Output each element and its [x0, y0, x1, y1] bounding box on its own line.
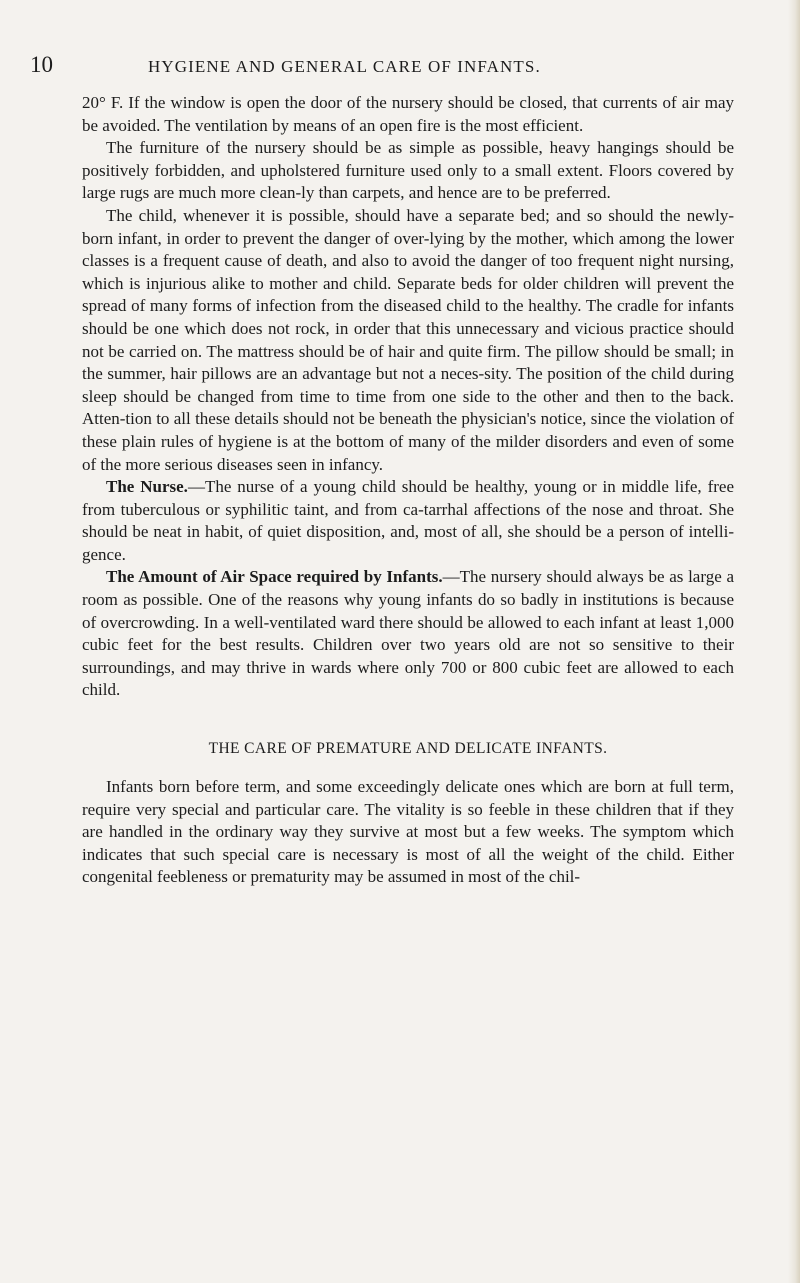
paragraph-air-space — [82, 566, 734, 702]
paragraph-text: The furniture of the nursery should be as simple as possible, heavy hangings should be positively forbidden, and upholstered furniture used only to a small extent. Floors covered by large rugs are much more clean-ly than carpets, and hence are to be preferred. — [82, 138, 734, 203]
run-in-heading: The Nurse. — [106, 477, 188, 497]
running-head — [30, 52, 734, 82]
book-page — [30, 52, 734, 889]
paragraph-text: —The nursery should always be as large a room as possible. One of the reasons why young infants do so badly in institutions is because of overcrowding. In a well-ventilated ward there should be allowed to each infant at least 1,000 cubic feet for the best results. Children over two years old are not so sensitive to their surroundings, and may thrive in wards where only 700 or 800 cubic feet are allowed to each child. — [82, 567, 734, 700]
page-edge — [788, 0, 800, 1283]
paragraph-text: 20° F. If the window is open the door of the nursery should be closed, that currents of air may be avoided. The ventilation by means of an open fire is the most efficient. — [82, 93, 734, 135]
paragraph-premature — [82, 776, 734, 889]
run-in-heading: The Amount of Air Space required by Infants. — [106, 567, 443, 587]
paragraph-text: The child, whenever it is possible, should have a separate bed; and so should the newly-born infant, in order to prevent the danger of over-lying by the mother, which among the lower classes is a frequent cause of death, and also to avoid the danger of too frequent night nursing, which is injurious alike to mother and child. Separate beds for older children will prevent the spread of many forms of infection from the diseased child to the healthy. The cradle for infants should be one which does not rock, in order that this unnecessary and vicious practice should not be carried on. The mattress should be of hair and quite firm. The pillow should be small; in the summer, hair pillows are an advantage but not a neces-sity. The position of the child during sleep should be changed from time to time from one side to the other and then to the back. Atten-tion to all these details should not be beneath the physician's notice, since the violation of these plain rules of hygiene is at the bottom of many of the milder disorders and even of some of the more serious diseases seen in infancy. — [82, 205, 734, 474]
paragraph-text: —The nurse of a young child should be healthy, young or in middle life, free from tuberculous or syphilitic taint, and from ca-tarrhal affections of the nose and throat. She should be neat in habit, of quiet disposition, and, most of all, she should be a person of intelli-gence. — [82, 477, 734, 564]
page-number: 10 — [30, 52, 53, 77]
paragraph-nurse — [82, 476, 734, 566]
paragraph-ventilation — [82, 92, 734, 137]
paragraph-bed — [82, 205, 734, 476]
paragraph-furniture — [82, 137, 734, 205]
section-heading: THE CARE OF PREMATURE AND DELICATE INFANTS. — [208, 740, 608, 758]
paragraph-text: Infants born before term, and some exceedingly delicate ones which are born at full term, require very special and particular care. The vitality is so feeble in these children that if they are handled in the ordinary way they survive at most but a few weeks. The symptom which indicates that such special care is necessary is most of all the weight of the child. Either congenital feebleness or prematurity may be assumed in most of the chil- — [82, 777, 734, 887]
running-head-title: HYGIENE AND GENERAL CARE OF INFANTS. — [148, 57, 541, 76]
